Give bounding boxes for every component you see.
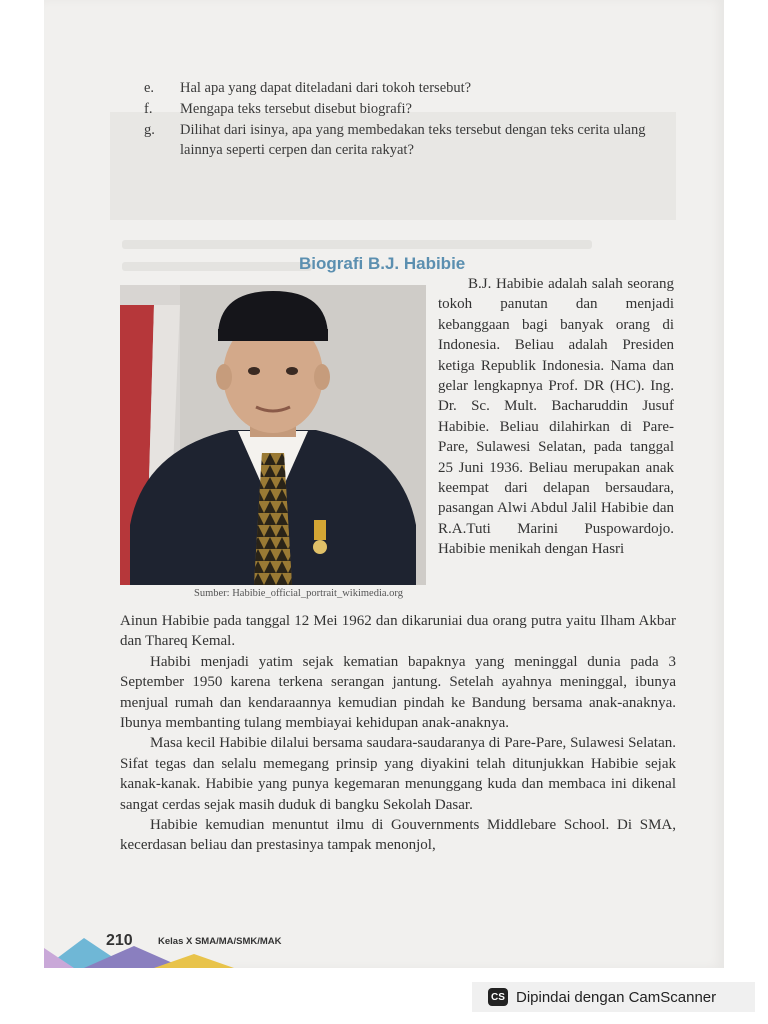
faint-bleed-line [122, 262, 312, 271]
article-intro-wrapped [438, 274, 674, 560]
camscanner-watermark [472, 982, 755, 1012]
question-text: Hal apa yang dapat diteladani dari tokoh tersebut? [180, 80, 472, 96]
habibie-portrait-photo [120, 285, 426, 585]
faint-bleed-line [122, 240, 592, 249]
question-item [144, 78, 684, 98]
question-text: Dilihat dari isinya, apa yang membedakan teks tersebut dengan teks cerita ulang lainnya seperti cerpen dan cerita rakyat? [180, 122, 646, 158]
question-list [144, 78, 684, 161]
camscanner-logo-icon: CS [488, 988, 508, 1006]
footer-label: Kelas X SMA/MA/SMK/MAK [158, 936, 282, 947]
question-item [144, 99, 684, 119]
book-page [44, 0, 724, 968]
camscanner-text: Dipindai dengan CamScanner [516, 988, 717, 1006]
article-body [120, 611, 676, 856]
intro-paragraph: B.J. Habibie adalah salah seorang tokoh panutan dan menjadi kebanggaan bagi banyak orang di Indonesia. Beliau adalah Presiden ketiga Republik Indonesia. Nama dan gelar lengkapnya Prof. DR (HC). Ing. Dr. Sc. Mult. Bacharuddin Jusuf Habibie. Beliau dilahirkan di Pare-Pare, Sulawesi Selatan, pada tanggal 25 Juni 1936. Beliau merupakan anak keempat dari delapan bersaudara, pasangan Alwi Abdul Jalil Habibie dan R.A.Tuti Marini Puspowardojo. Habibie menikah dengan Hasri [438, 276, 674, 558]
intro-continuation: Ainun Habibie pada tanggal 12 Mei 1962 dan dikaruniai dua orang putra yaitu Ilham Akbar dan Thareq Kemal. [120, 613, 676, 650]
question-letter: e. [144, 80, 155, 96]
page-number: 210 [106, 932, 133, 949]
article-title: Biografi B.J. Habibie [299, 254, 466, 273]
body-paragraph: Habibie kemudian menuntut ilmu di Gouvernments Middlebare School. Di SMA, kecerdasan beliau dan prestasinya tampak menonjol, [120, 817, 676, 854]
question-letter: f. [144, 101, 153, 117]
question-text: Mengapa teks tersebut disebut biografi? [180, 101, 412, 117]
page-footer [44, 918, 724, 968]
footer-decoration [44, 918, 724, 968]
question-letter: g. [144, 122, 155, 138]
photo-caption: Sumber: Habibie_official_portrait_wikimedia.org [194, 588, 403, 599]
question-item [144, 120, 684, 160]
body-paragraph: Masa kecil Habibie dilalui bersama saudara-saudaranya di Pare-Pare, Sulawesi Selatan. Sifat tegas dan selalu memegang prinsip yang diyakini telah ditunjukkan Habibie sejak kanak-kanak. Habibie yang punya kegemaran menunggang kuda dan membaca ini dikenal sangat cerdas sejak masih duduk di bangku Sekolah Dasar. [120, 735, 676, 813]
body-paragraph: Habibi menjadi yatim sejak kematian bapaknya yang meninggal dunia pada 3 September 1950 karena terkena serangan jantung. Setelah ayahnya meninggal, ibunya menjual rumah dan kendaraannya kemudian pindah ke Bandung bersama anak-anaknya. Ibunya membanting tulang membiayai kehidupan anak-anaknya. [120, 653, 676, 732]
portrait-illustration [120, 285, 426, 585]
